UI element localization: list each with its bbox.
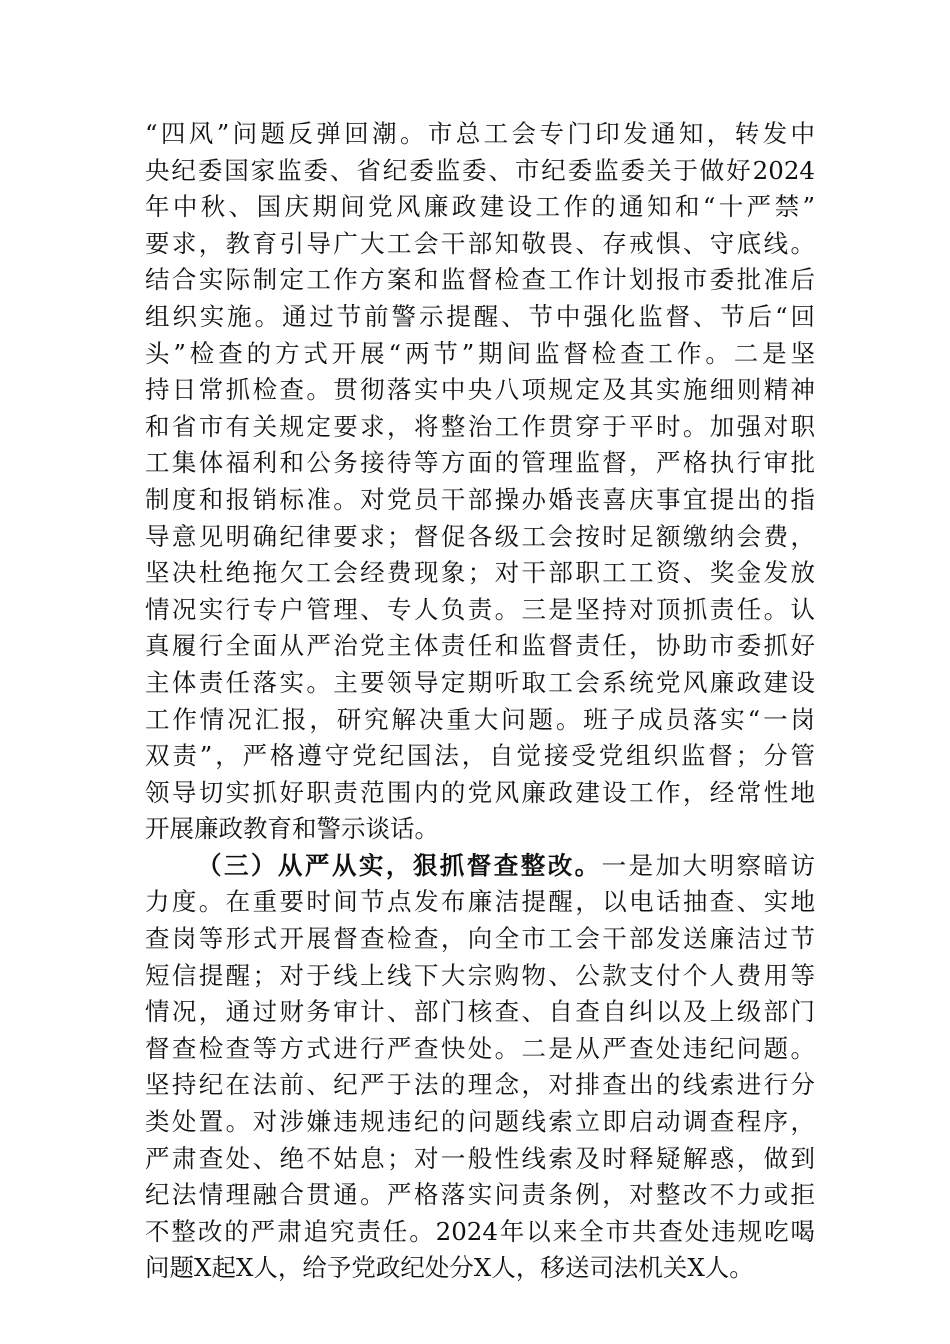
text-line: 领导切实抓好职责范围内的党风廉政建设工作，经常性地 [145, 777, 815, 807]
text-line: 工作情况汇报，研究解决重大问题。班子成员落实“一岗 [145, 704, 815, 734]
text-line: 真履行全面从严治党主体责任和监督责任，协助市委抓好 [145, 631, 815, 661]
text-line: 开展廉政教育和警示谈话。 [145, 814, 439, 844]
text-line: 严肃查处、绝不姑息；对一般性线索及时释疑解惑，做到 [145, 1143, 815, 1173]
text-line: 头”检查的方式开展“两节”期间监督检查工作。二是坚 [145, 338, 815, 368]
text-line: 导意见明确纪律要求；督促各级工会按时足额缴纳会费， [145, 521, 815, 551]
text-span: 一是加大明察暗访 [601, 850, 816, 880]
text-line: 主体责任落实。主要领导定期听取工会系统党风廉政建设 [145, 667, 815, 697]
text-line: 要求，教育引导广大工会干部知敬畏、存戒惧、守底线。 [145, 228, 815, 258]
document-body [145, 116, 815, 1287]
text-line: 查岗等形式开展督查检查，向全市工会干部发送廉洁过节 [145, 924, 815, 954]
text-line: 类处置。对涉嫌违规违纪的问题线索立即启动调查程序， [145, 1107, 815, 1137]
text-line: 坚决杜绝拖欠工会经费现象；对干部职工工资、奖金发放 [145, 558, 815, 588]
text-line: 情况，通过财务审计、部门核查、自查自纠以及上级部门 [145, 997, 815, 1027]
text-line: 央纪委国家监委、省纪委监委、市纪委监委关于做好2024 [145, 155, 815, 185]
text-line: 坚持纪在法前、纪严于法的理念，对排查出的线索进行分 [145, 1070, 815, 1100]
text-line: 组织实施。通过节前警示提醒、节中强化监督、节后“回 [145, 301, 815, 331]
paragraph-first-line [145, 848, 815, 885]
text-line: 力度。在重要时间节点发布廉洁提醒，以电话抽查、实地 [145, 887, 815, 917]
text-line: 结合实际制定工作方案和监督检查工作计划报市委批准后 [145, 265, 815, 295]
paragraph-1 [145, 116, 815, 848]
text-line: 和省市有关规定要求，将整治工作贯穿于平时。加强对职 [145, 411, 815, 441]
text-line: 不整改的严肃追究责任。2024年以来全市共查处违规吃喝 [145, 1216, 815, 1246]
text-line: 纪法情理融合贯通。严格落实问责条例，对整改不力或拒 [145, 1180, 815, 1210]
text-line: 情况实行专户管理、专人负责。三是坚持对顶抓责任。认 [145, 594, 815, 624]
text-line: 问题X起X人，给予党政纪处分X人，移送司法机关X人。 [145, 1253, 754, 1283]
text-line: 年中秋、国庆期间党风廉政建设工作的通知和“十严禁” [145, 192, 815, 222]
text-line: 短信提醒；对于线上线下大宗购物、公款支付个人费用等 [145, 960, 815, 990]
paragraph-2 [145, 848, 815, 1287]
section-heading: （三）从严从实，狠抓督查整改。 [197, 850, 602, 880]
text-line: 双责”，严格遵守党纪国法，自觉接受党组织监督；分管 [145, 741, 815, 771]
text-line: 制度和报销标准。对党员干部操办婚丧喜庆事宜提出的指 [145, 484, 815, 514]
text-line: 督查检查等方式进行严查快处。二是从严查处违纪问题。 [145, 1033, 815, 1063]
text-line: 工集体福利和公务接待等方面的管理监督，严格执行审批 [145, 448, 815, 478]
text-line: “四风”问题反弹回潮。市总工会专门印发通知，转发中 [145, 119, 815, 148]
text-line: 持日常抓检查。贯彻落实中央八项规定及其实施细则精神 [145, 375, 815, 405]
